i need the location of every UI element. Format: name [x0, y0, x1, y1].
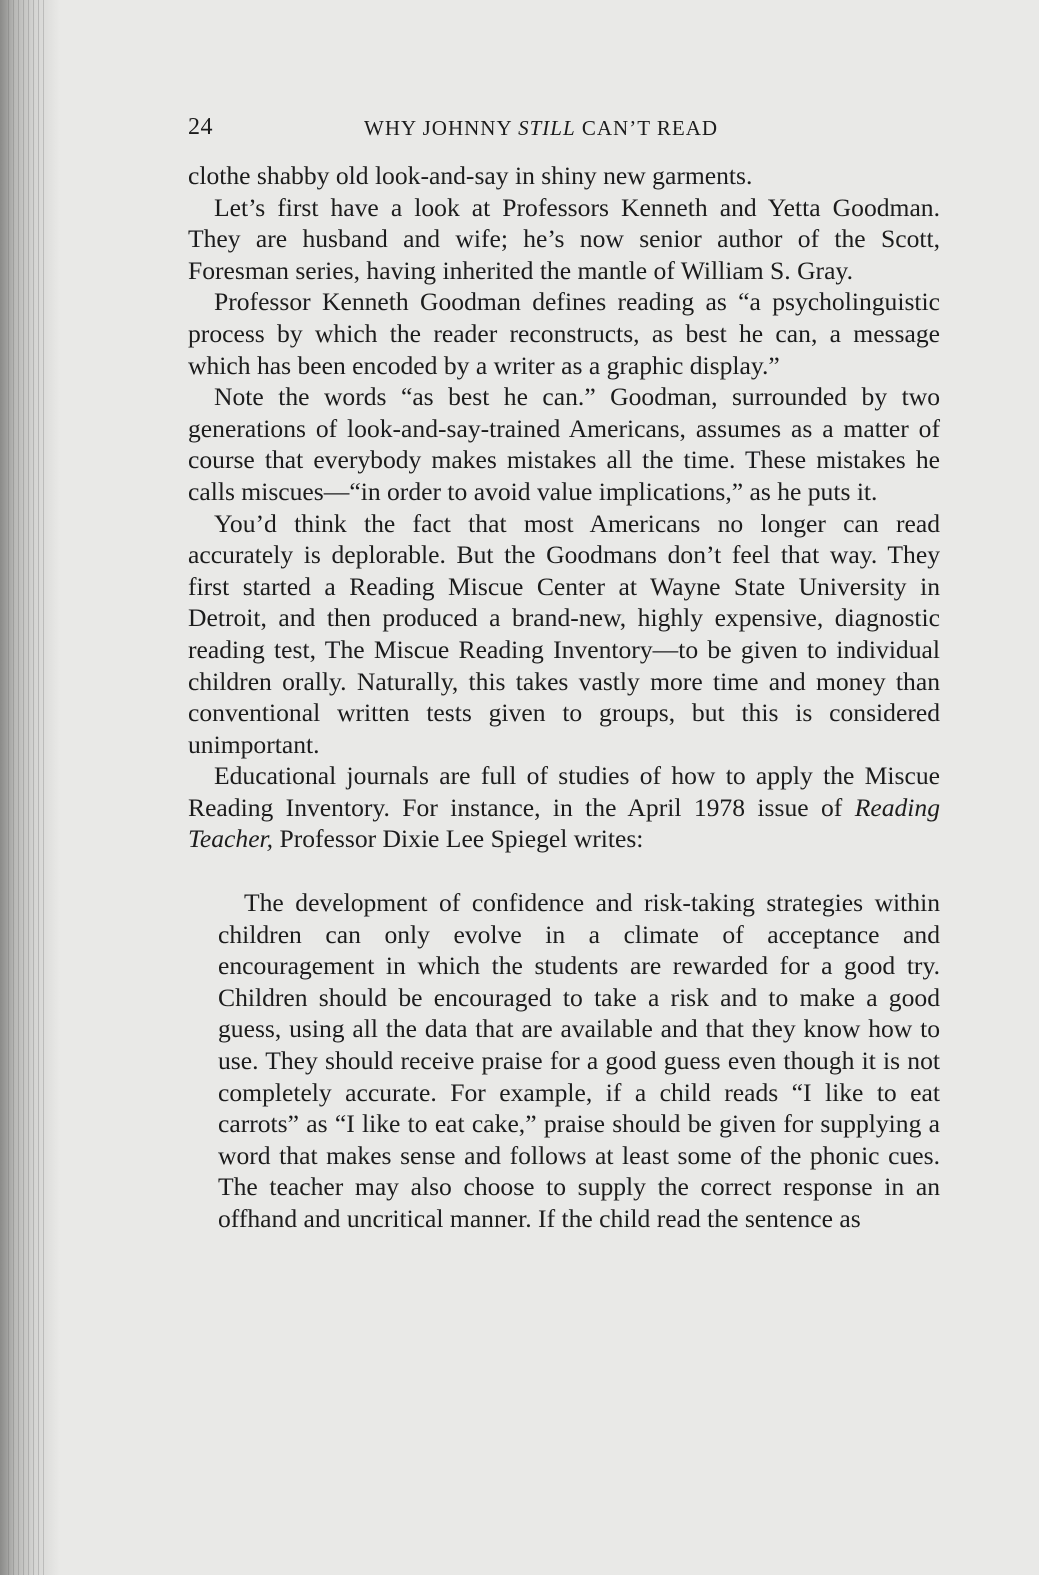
paragraph-text-end: Professor Dixie Lee Spiegel writes:	[273, 824, 644, 854]
journal-title: Reading Teacher,	[188, 792, 940, 854]
paragraph: Professor Kenneth Goodman defines reading as “a psycholinguistic process by which the reader reconstructs, as best he can, a message which has been encoded by a writer as a graphic display.”	[188, 287, 940, 380]
page-number: 24	[188, 114, 213, 140]
page-edges	[8, 0, 48, 1575]
paragraph-text-start: Educational journals are full of studies of how to apply the Miscue Reading Inventory. For instance, in the April 1978 issue of	[188, 761, 940, 822]
quote-paragraph: The development of confidence and risk-taking strategies within children can only evolve in a climate of acceptance and encouragement in which the students are rewarded for a good try. Children should be encouraged to take a risk and to make a good guess, using all the data that are available and that they know how to use. They should receive praise for a good guess even though it is not completely accurate. For example, if a child reads “I like to eat carrots” as “I like to eat cake,” praise should be given for supplying a word that makes sense and follows at least some of the phonic cues. The teacher may also choose to supply the correct response in an offhand and uncritical manner. If the child read the sentence as	[218, 888, 940, 1233]
running-title-start: WHY JOHNNY	[364, 116, 519, 140]
body-text	[188, 160, 940, 855]
running-title	[364, 116, 718, 141]
running-title-emphasis: STILL	[518, 116, 576, 140]
running-head	[188, 108, 940, 148]
book-page	[188, 108, 940, 1235]
paragraph-continued: clothe shabby old look-and-say in shiny new garments.	[188, 161, 753, 190]
paragraph-journal-intro	[188, 760, 940, 855]
running-title-end: CAN’T READ	[575, 116, 719, 140]
paragraph: Let’s first have a look at Professors Kenneth and Yetta Goodman. They are husband and wife; he’s now senior author of the Scott, Foresman series, having inherited the mantle of William S. Gray.	[188, 192, 940, 285]
paragraph: You’d think the fact that most Americans no longer can read accurately is deplorable. But the Goodmans don’t feel that way. They first started a Reading Miscue Center at Wayne State University in Detroit, and then produced a brand-new, highly expensive, diagnostic reading test, The Miscue Reading Inventory—to be given to individual children orally. Naturally, this takes vastly more time and money than conventional written tests given to groups, but this is considered unimportant.	[188, 508, 940, 759]
block-quote	[218, 887, 940, 1235]
paragraph: Note the words “as best he can.” Goodman, surrounded by two generations of look-and-say-trained Americans, assumes as a matter of course that everybody makes mistakes all the time. These mistakes he calls miscues—“in order to avoid value implications,” as he puts it.	[188, 382, 940, 506]
